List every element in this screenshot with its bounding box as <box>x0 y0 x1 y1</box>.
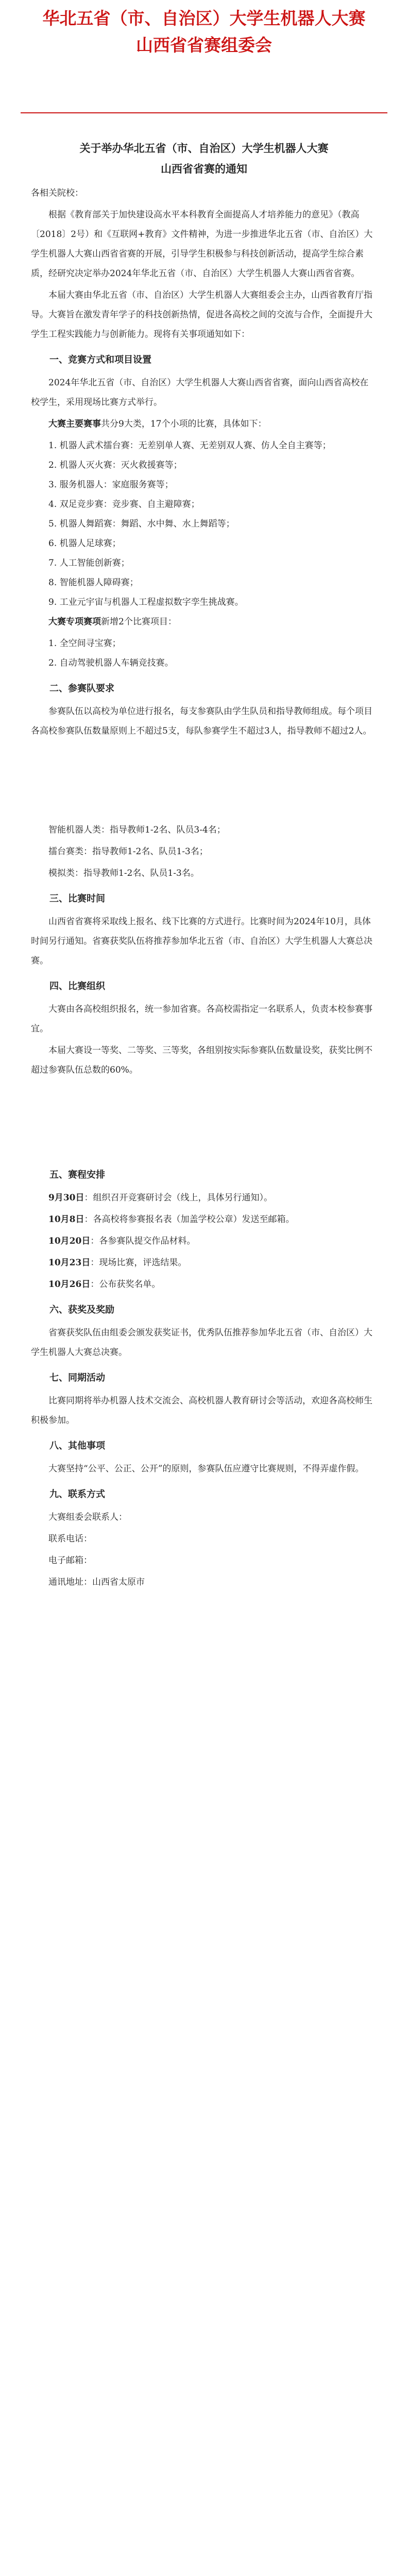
team-requirement: 智能机器人类：指导教师1-2名、队员3-4名； <box>48 825 226 835</box>
schedule-text: ：各参赛队提交作品材料。 <box>90 1236 196 1246</box>
issuing-organization-header <box>0 5 408 59</box>
category-intro-text: 共分9大类，17个小项的比赛，具体如下： <box>101 419 267 429</box>
team-requirement: 擂台赛类：指导教师1-2名、队员1-3名； <box>48 846 208 857</box>
section-8-title: 八、其他事项 <box>49 1440 105 1451</box>
category-intro <box>31 414 377 434</box>
schedule-date: 10月20日 <box>48 1236 91 1246</box>
special-items-heading: 大赛专项赛项 <box>48 617 101 627</box>
schedule-date: 9月30日 <box>48 1193 84 1203</box>
contact-line: 大赛组委会联系人： <box>48 1512 127 1522</box>
schedule-date: 10月8日 <box>48 1214 84 1225</box>
section-2-paragraph: 参赛队伍以高校为单位进行报名，每支参赛队由学生队员和指导教师组成。每个项目各高校参赛队伍数量原则上不超过5支，每队参赛学生不超过3人，指导教师不超过2人。 <box>31 706 372 736</box>
section-4-title: 四、比赛组织 <box>49 981 105 992</box>
special-items-intro-text: 新增2个比赛项目： <box>101 617 177 627</box>
intro-paragraph-1: 根据《教育部关于加快建设高水平本科教育全面提高人才培养能力的意见》（教高〔2018〕2号）和《互联网+教育》文件精神，为进一步推进华北五省（市、自治区）大学生机器人大赛山西省省赛的开展，引导学生积极参与科技创新活动，提高学生综合素质，经研究决定举办2024年华北五省（市、自治区）大学生机器人大赛山西省省赛。 <box>31 210 373 279</box>
section-2-title: 二、参赛队要求 <box>49 683 114 694</box>
schedule-item <box>31 1210 377 1229</box>
intro-paragraph-2: 本届大赛由华北五省（市、自治区）大学生机器人大赛组委会主办，山西省教育厅指导。大赛旨在激发青年学子的科技创新热情，促进各高校之间的交流与合作，全面提升大学生工程实践能力与创新能力。现将有关事项通知如下： <box>31 290 372 340</box>
section-4-paragraph-2: 本届大赛设一等奖、二等奖、三等奖，各组别按实际参赛队伍数量设奖，获奖比例不超过参赛队伍总数的60%。 <box>31 1045 372 1075</box>
category-item: 8. 智能机器人障碍赛； <box>48 578 139 588</box>
special-items-intro <box>31 612 377 632</box>
section-6-paragraph: 省赛获奖队伍由组委会颁发获奖证书，优秀队伍推荐参加华北五省（市、自治区）大学生机器人大赛总决赛。 <box>31 1328 372 1358</box>
special-item: 2. 自动驾驶机器人车辆竞技赛。 <box>48 658 174 668</box>
section-3-title: 三、比赛时间 <box>49 893 105 904</box>
category-heading: 大赛主要赛事 <box>48 419 101 429</box>
category-item: 7. 人工智能创新赛； <box>48 558 130 568</box>
schedule-date: 10月23日 <box>48 1258 91 1268</box>
category-item: 1. 机器人武术擂台赛：无差别单人赛、无差别双人赛、仿人全自主赛等； <box>48 440 331 451</box>
schedule-item <box>31 1275 377 1294</box>
section-7-paragraph: 比赛同期将举办机器人技术交流会、高校机器人教育研讨会等活动，欢迎各高校师生积极参加。 <box>31 1396 372 1426</box>
team-requirement: 模拟类：指导教师1-2名、队员1-3名。 <box>48 868 199 878</box>
schedule-item <box>31 1231 377 1251</box>
header-divider <box>21 112 387 113</box>
document-title-line2: 山西省省赛的通知 <box>161 162 247 175</box>
contact-line: 电子邮箱： <box>48 1555 92 1566</box>
section-7-title: 七、同期活动 <box>49 1372 105 1383</box>
document-body <box>31 183 377 1594</box>
section-4-paragraph-1: 大赛由各高校组织报名，统一参加省赛。各高校需指定一名联系人，负责本校参赛事宜。 <box>31 1004 372 1034</box>
content-gap <box>31 743 377 820</box>
schedule-text: ：公布获奖名单。 <box>90 1279 161 1290</box>
section-5-title: 五、赛程安排 <box>49 1170 105 1180</box>
org-title-line1: 华北五省（市、自治区）大学生机器人大赛 <box>42 8 366 28</box>
schedule-item <box>31 1188 377 1208</box>
schedule-text: ：各高校将参赛报名表（加盖学校公章）发送至邮箱。 <box>84 1214 295 1225</box>
org-title-line2: 山西省省赛组委会 <box>136 35 272 55</box>
document-title <box>31 138 377 179</box>
section-8-paragraph: 大赛坚持“公平、公正、公开”的原则，参赛队伍应遵守比赛规则，不得弄虚作假。 <box>48 1464 364 1474</box>
schedule-date: 10月26日 <box>48 1279 91 1290</box>
section-1-title: 一、竞赛方式和项目设置 <box>49 354 151 365</box>
document-title-line1: 关于举办华北五省（市、自治区）大学生机器人大赛 <box>79 142 329 155</box>
salutation: 各相关院校： <box>31 188 83 198</box>
category-item: 4. 双足竞步赛：竞步赛、自主避障赛； <box>48 499 200 510</box>
schedule-text: ：现场比赛，评选结果。 <box>90 1258 187 1268</box>
category-item: 9. 工业元宇宙与机器人工程虚拟数字孪生挑战赛。 <box>48 597 244 607</box>
section-3-paragraph: 山西省省赛将采取线上报名、线下比赛的方式进行。比赛时间为2024年10月，具体时间另行通知。省赛获奖队伍将推荐参加华北五省（市、自治区）大学生机器人大赛总决赛。 <box>31 917 372 966</box>
content-gap <box>31 1082 377 1159</box>
contact-line: 通讯地址：山西省太原市 <box>48 1577 145 1587</box>
contact-line: 联系电话： <box>48 1534 92 1544</box>
schedule-text: ：组织召开竞赛研讨会（线上，具体另行通知）。 <box>84 1193 273 1203</box>
section-9-title: 九、联系方式 <box>49 1489 105 1500</box>
category-item: 5. 机器人舞蹈赛：舞蹈、水中舞、水上舞蹈等； <box>48 519 235 529</box>
schedule-item <box>31 1253 377 1273</box>
category-item: 3. 服务机器人：家庭服务赛等； <box>48 480 174 490</box>
section-1-paragraph: 2024年华北五省（市、自治区）大学生机器人大赛山西省省赛，面向山西省高校在校学生，采用现场比赛方式举行。 <box>31 378 369 408</box>
section-6-title: 六、获奖及奖励 <box>49 1304 114 1315</box>
special-item: 1. 全空间寻宝赛； <box>48 638 121 649</box>
category-item: 6. 机器人足球赛； <box>48 538 121 549</box>
category-item: 2. 机器人灭火赛：灭火救援赛等； <box>48 460 182 470</box>
